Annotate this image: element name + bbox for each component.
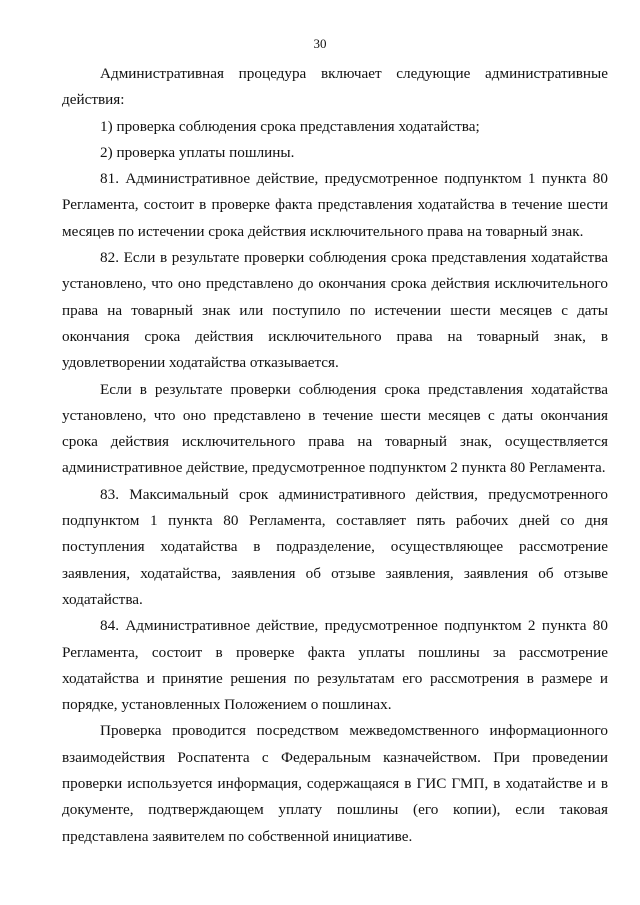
document-body — [62, 61, 608, 850]
paragraph-84: 84. Административное действие, предусмотренное подпунктом 2 пункта 80 Регламента, состоит в проверке факта уплаты пошлины за рассмотрение ходатайства и принятие решения по результатам его рассмотрения в размере и порядке, установленных Положением о пошлинах. — [62, 617, 608, 714]
paragraph-83: 83. Максимальный срок административного действия, предусмотренного подпунктом 1 пункта 80 Регламента, составляет пять рабочих дней со дня поступления ходатайства в подразделение, осуществляющее рассмотрение заявления, ходатайства, заявления об отзыве заявления, заявления об отзыве ходатайства. — [62, 485, 608, 608]
list-item-2: 2) проверка уплаты пошлины. — [100, 143, 295, 161]
paragraph-84-continued: Проверка проводится посредством межведомственного информационного взаимодействия Роспатента с Федеральным казначейством. При проведении проверки используется информация, содержащаяся в ГИС ГМП, в ходатайстве и в документе, подтверждающем уплату пошлины (его копии), если таковая представлена заявителем по собственной инициативе. — [62, 722, 608, 845]
list-item-1: 1) проверка соблюдения срока представления ходатайства; — [100, 117, 480, 135]
paragraph-81: 81. Административное действие, предусмотренное подпунктом 1 пункта 80 Регламента, состоит в проверке факта представления ходатайства в течение шести месяцев по истечении срока действия исключительного права на товарный знак. — [62, 170, 608, 240]
page-number: 30 — [313, 36, 327, 51]
paragraph-82: 82. Если в результате проверки соблюдения срока представления ходатайства установлено, что оно представлено до окончания срока действия исключительного права на товарный знак или поступило по истечении шести месяцев с даты окончания срока действия исключительного права на товарный знак, в удовлетворении ходатайства отказывается. — [62, 249, 608, 372]
paragraph-intro: Административная процедура включает следующие административные действия: — [62, 65, 608, 109]
paragraph-82-continued: Если в результате проверки соблюдения срока представления ходатайства установлено, что оно представлено в течение шести месяцев с даты окончания срока действия исключительного права на товарный знак, осуществляется административное действие, предусмотренное подпунктом 2 пункта 80 Регламента. — [62, 380, 608, 477]
